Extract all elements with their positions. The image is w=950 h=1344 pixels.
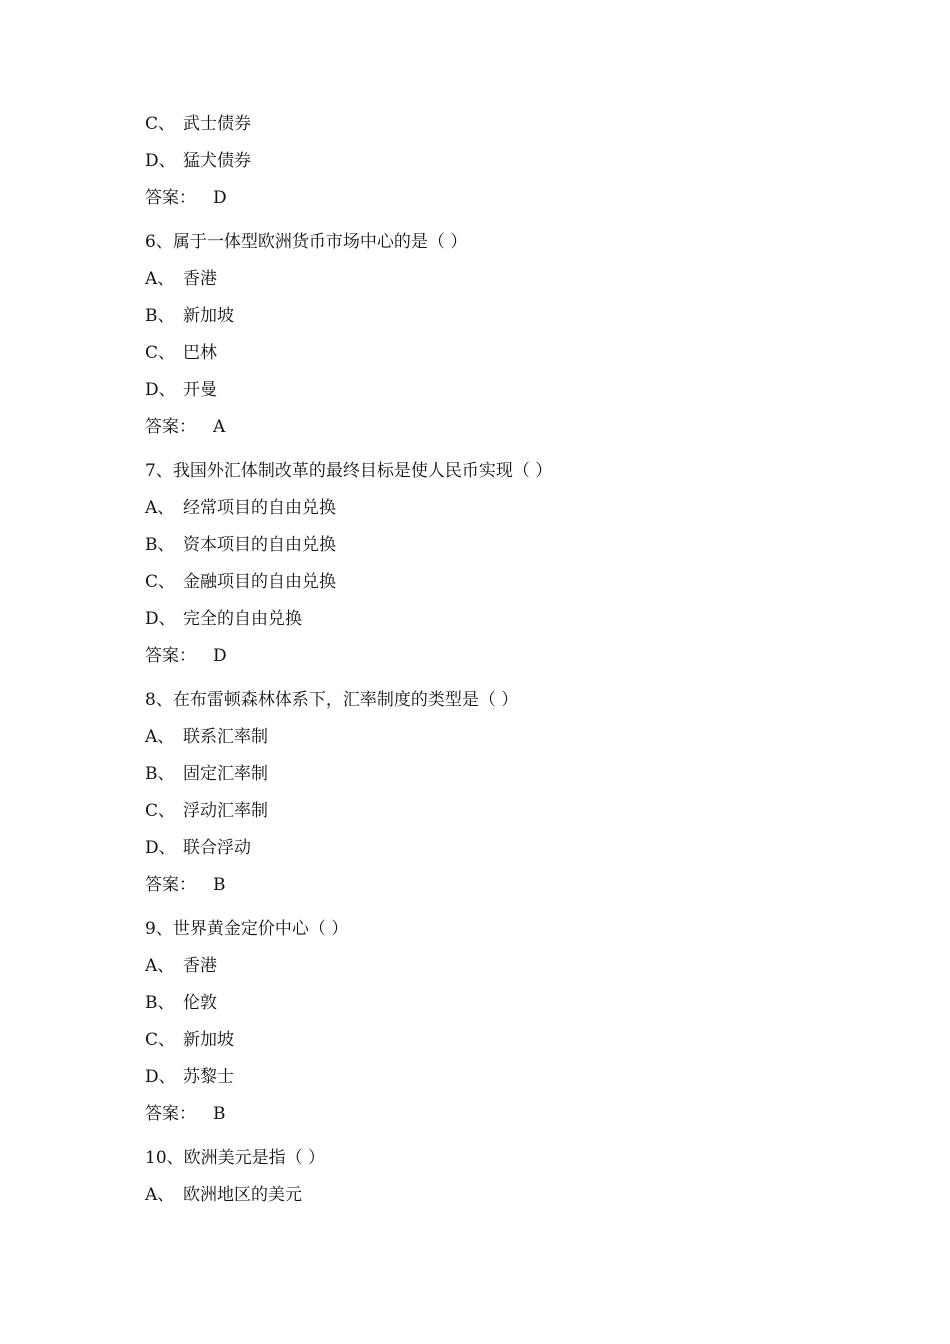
option-7-d [145,608,845,645]
option-letter: A、 [145,727,175,747]
option-text: 联合浮动 [183,838,251,858]
question-7: 7、我国外汇体制改革的最终目标是使人民币实现（ ） [145,461,553,481]
option-text: 香港 [183,269,217,289]
option-text: 欧洲地区的美元 [183,1185,302,1205]
document-page [145,113,845,1221]
answer-6 [145,416,845,460]
option-letter: A、 [145,1185,175,1205]
option-9-c [145,1029,845,1066]
option-letter: D、 [145,838,176,858]
option-6-d [145,379,845,416]
option-letter: B、 [145,993,175,1013]
option-8-d [145,837,845,874]
option-text: 联系汇率制 [183,727,268,747]
option-letter: A、 [145,269,175,289]
option-5-d [145,150,845,187]
option-text: 浮动汇率制 [183,801,268,821]
option-5-c [145,113,845,150]
option-text: 经常项目的自由兑换 [183,498,336,518]
answer-8 [145,874,845,918]
option-7-c [145,571,845,608]
option-letter: C、 [145,114,176,134]
answer-value: B [213,1104,226,1124]
option-text: 香港 [183,956,217,976]
option-6-b [145,305,845,342]
answer-value: D [213,188,227,208]
option-letter: D、 [145,1067,176,1087]
option-letter: A、 [145,498,175,518]
question-6: 6、属于一体型欧洲货币市场中心的是（ ） [145,232,468,252]
option-letter: C、 [145,572,176,592]
option-letter: D、 [145,380,176,400]
option-text: 资本项目的自由兑换 [183,535,336,555]
option-letter: D、 [145,609,176,629]
answer-value: A [213,417,226,437]
option-letter: C、 [145,343,176,363]
answer-label: 答案： [145,188,196,208]
option-letter: B、 [145,535,175,555]
question-9: 9、世界黄金定价中心（ ） [145,919,349,939]
option-text: 猛犬债券 [183,151,251,171]
answer-label: 答案： [145,646,196,666]
option-10-a [145,1184,845,1221]
option-7-b [145,534,845,571]
option-7-a [145,497,845,534]
option-text: 新加坡 [183,1030,234,1050]
option-text: 苏黎士 [183,1067,234,1087]
option-text: 巴林 [183,343,217,363]
option-letter: B、 [145,764,175,784]
option-text: 伦敦 [183,993,217,1013]
option-text: 固定汇率制 [183,764,268,784]
option-9-b [145,992,845,1029]
option-letter: C、 [145,801,176,821]
answer-9 [145,1103,845,1147]
option-letter: C、 [145,1030,176,1050]
option-8-c [145,800,845,837]
option-letter: B、 [145,306,175,326]
answer-5 [145,187,845,231]
option-text: 金融项目的自由兑换 [183,572,336,592]
option-text: 新加坡 [183,306,234,326]
option-9-d [145,1066,845,1103]
option-text: 完全的自由兑换 [183,609,302,629]
answer-label: 答案： [145,875,196,895]
option-6-a [145,268,845,305]
option-text: 开曼 [183,380,217,400]
question-10: 10、欧洲美元是指（ ） [145,1148,326,1168]
option-text: 武士债券 [183,114,251,134]
option-8-a [145,726,845,763]
answer-label: 答案： [145,1104,196,1124]
option-8-b [145,763,845,800]
option-letter: A、 [145,956,175,976]
answer-7 [145,645,845,689]
answer-value: B [213,875,226,895]
option-9-a [145,955,845,992]
option-6-c [145,342,845,379]
question-8: 8、在布雷顿森林体系下，汇率制度的类型是（ ） [145,690,519,710]
option-letter: D、 [145,151,176,171]
answer-value: D [213,646,227,666]
answer-label: 答案： [145,417,196,437]
